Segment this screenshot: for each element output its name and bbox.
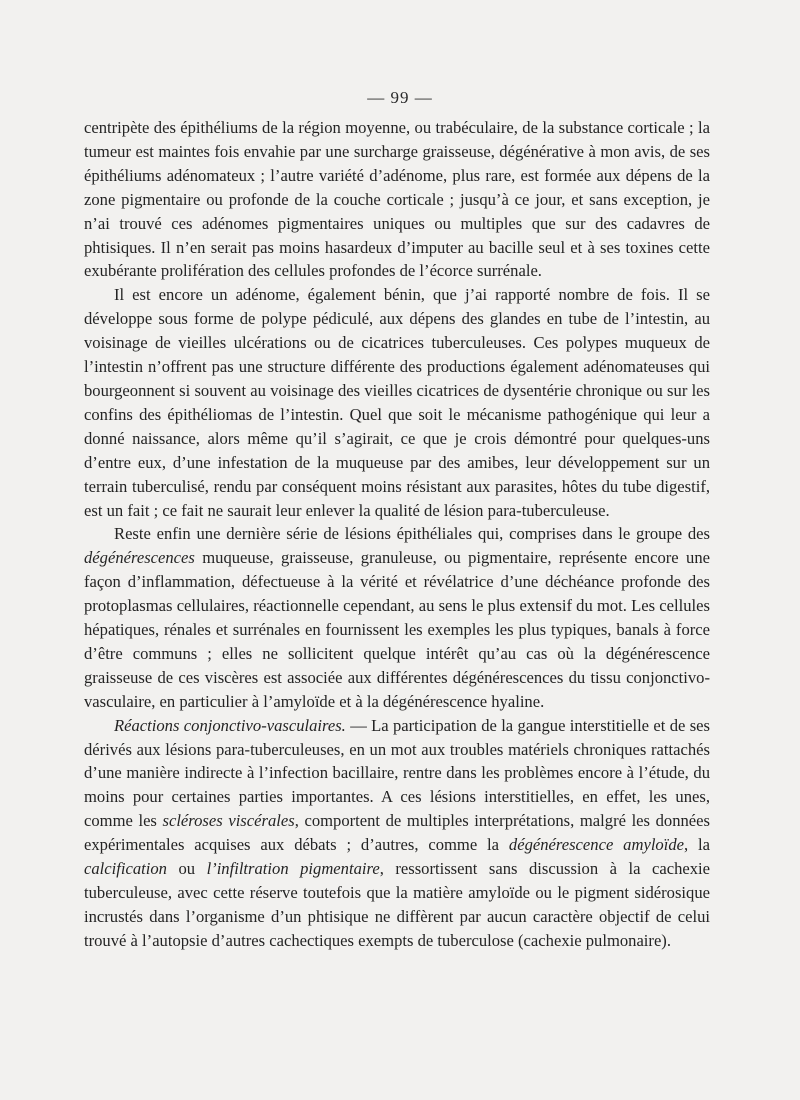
text-run: , comportent de multiples interprétations, malgré les données expérimentales acquises aux débats ; d’autres, comme la <box>84 811 710 855</box>
italic-text: calcification <box>84 859 167 879</box>
page-number: — 99 — <box>367 88 433 107</box>
paragraph <box>84 116 710 283</box>
body-text <box>84 116 710 953</box>
text-run: centripète des épithéliums de la région moyenne, ou trabéculaire, de la substance corticale ; la tumeur est maintes fois envahie par une surcharge graisseuse, dégénérative à mon avis, de ses épithéliums adénomateux ; l’autre variété d’adénome, plus rare, est formée aux dépens de la zone pigmentaire ou profonde de la couche corticale ; jusqu’à ce jour, et sans exception, je n’ai trouvé ces adénomes pigmentaires uniques ou multiples que sur des cadavres de phtisiques. Il n’en serait pas moins hasardeux d’imputer au bacille seul et à ses toxines cette exubérante prolifération des cellules profondes de l’écorce surrénale. <box>84 118 710 281</box>
italic-text: l’infiltration pigmentaire <box>206 859 380 879</box>
paragraph <box>84 283 710 522</box>
text-run: — La participation de la gangue interstitielle et de ses dérivés aux lésions para-tuberculeuses, en un mot aux troubles matériels chroniques rattachés d’une manière indirecte à l’infection bacillaire, rentre dans les problèmes encore à l’étude, du moins pour certaines parties importantes. A ces lésions interstitielles, en effet, les unes, comme les <box>84 715 711 831</box>
italic-text: dégénérescences <box>84 548 195 568</box>
italic-text: dégénérescence amyloïde <box>508 835 684 855</box>
text-run: ou <box>166 859 207 879</box>
italic-text: scléroses viscérales <box>162 811 295 831</box>
paragraph <box>84 522 710 713</box>
text-run: , la <box>684 835 710 855</box>
italic-text: Réactions conjonctivo-vasculaires. <box>114 715 346 735</box>
paragraph <box>84 714 710 953</box>
text-run: Reste enfin une dernière série de lésions épithéliales qui, comprises dans le groupe des <box>114 524 710 544</box>
text-run: muqueuse, graisseuse, granuleuse, ou pigmentaire, représente encore une façon d’inflammation, défectueuse à la vérité et révélatrice d’une déchéance profonde des protoplasmas cellulaires, réactionnelle cependant, au sens le plus extensif du mot. Les cellules hépatiques, rénales et surrénales en fournissent les exemples les plus typiques, banals à force d’être communs ; elles ne sollicitent quelque intérêt qu’au cas où la dégénérescence graisseuse de ces viscères est associée aux différentes dégénérescences du tissu conjonctivo-vasculaire, en particulier à l’amyloïde et à la dégénérescence hyaline. <box>84 548 710 711</box>
text-run: , ressortissent sans discussion à la cachexie tuberculeuse, avec cette réserve toutefois que la matière amyloïde ou le pigment sidérosique incrustés dans l’organisme d’un phtisique ne diffèrent par aucun caractère objectif de celui trouvé à l’autopsie d’autres cachectiques exempts de tuberculose (cachexie pulmonaire). <box>84 859 711 950</box>
text-run: Il est encore un adénome, également bénin, que j’ai rapporté nombre de fois. Il se développe sous forme de polype pédiculé, aux dépens des glandes en tube de l’intestin, au voisinage de vieilles ulcérations ou de cicatrices tuberculeuses. Ces polypes muqueux de l’intestin n’offrent pas une structure différente des productions également adénomateuses qui bourgeonnent si souvent au voisinage des vieilles cicatrices de dysentérie chronique ou sur les confins des épithéliomas de l’intestin. Quel que soit le mécanisme pathogénique qui leur a donné naissance, alors même qu’il s’agirait, ce que je crois démontré pour quelques-uns d’entre eux, d’une infestation de la muqueuse par des amibes, leur développement sur un terrain tuberculisé, rendu par conséquent moins résistant aux parasites, hôtes du tube digestif, est un fait ; ce fait ne saurait leur enlever la qualité de lésion para-tuberculeuse. <box>84 285 710 520</box>
